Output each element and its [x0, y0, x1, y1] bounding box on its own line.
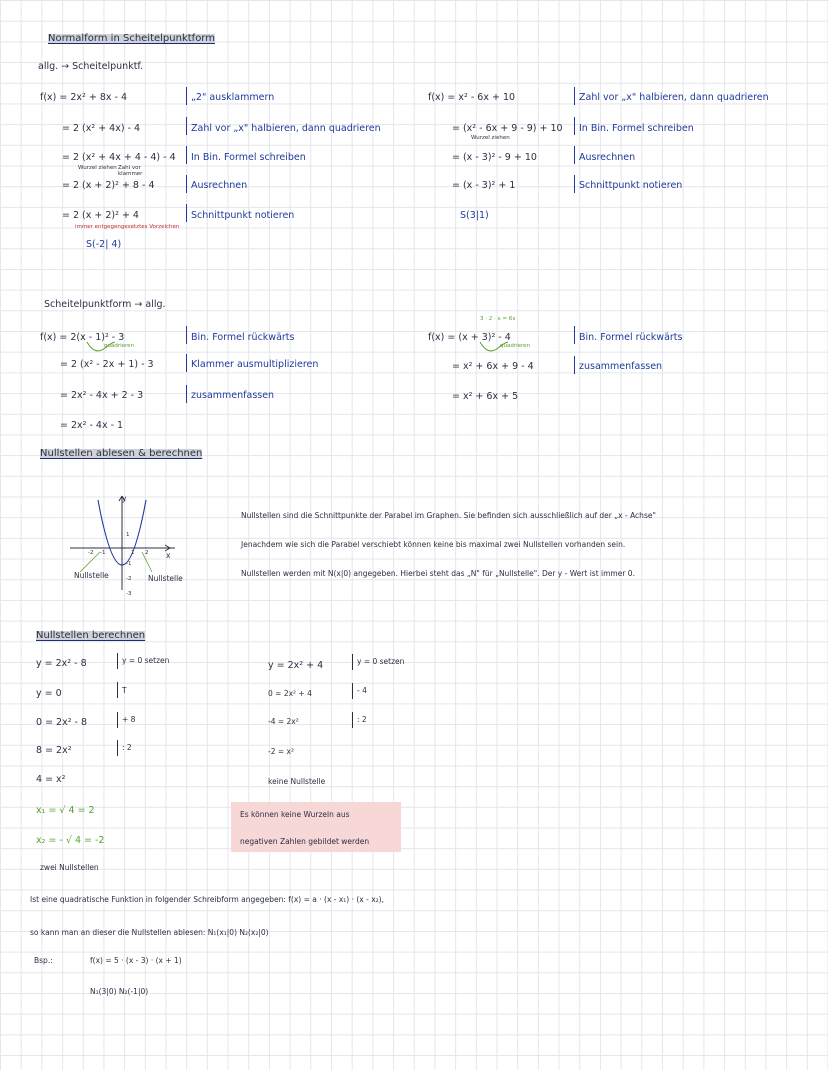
equation-line: = 2x² - 4x - 1: [60, 420, 124, 431]
arrow-icon: [85, 340, 125, 360]
y-axis-label: y: [122, 494, 127, 503]
note-line: Es können keine Wurzeln aus: [240, 810, 350, 819]
step-note: In Bin. Formel schreiben: [191, 152, 306, 163]
example-label: Bsp.:: [34, 956, 53, 965]
step-note: Klammer ausmultiplizieren: [191, 359, 319, 370]
step-separator: [186, 87, 187, 105]
step-separator: [352, 712, 353, 728]
nullstelle-label-right: Nullstelle: [148, 574, 183, 583]
equation-line: = x² + 6x + 9 - 4: [452, 361, 534, 372]
example-result: N₁(3|0) N₂(-1|0): [90, 987, 149, 996]
step-separator: [186, 204, 187, 222]
result-vertex: S(-2| 4): [86, 239, 122, 250]
equation-line: = 2 (x² + 4x) - 4: [62, 123, 141, 134]
equation-line: f(x) = (x + 3)² - 4: [428, 332, 511, 343]
step-separator: [574, 356, 575, 374]
step-note: Bin. Formel rückwärts: [191, 332, 295, 343]
step-separator: [574, 146, 575, 164]
tick-label: -1: [100, 550, 106, 556]
equation-line: = (x - 3)² - 9 + 10: [452, 152, 537, 163]
step-separator: [186, 385, 187, 403]
tick-label: 1: [131, 550, 135, 556]
equation-line: = 2 (x² + 4x + 4 - 4) - 4: [62, 152, 176, 163]
paragraph-line: so kann man an dieser die Nullstellen ablesen: N₁(x₁|0) N₂(x₂|0): [30, 928, 269, 937]
step-note: zusammenfassen: [191, 390, 275, 401]
equation-line: = (x - 3)² + 1: [452, 180, 516, 191]
equation-line: y = 2x² + 4: [268, 660, 324, 671]
step-note: Schnittpunkt notieren: [191, 210, 295, 221]
step-separator: [352, 683, 353, 699]
annotation-zahl-vor-klammer: Zahl vor klammer: [118, 165, 143, 177]
equation-line: 4 = x²: [36, 774, 66, 785]
direction-label: Scheitelpunktform → allg.: [44, 299, 166, 310]
equation-line: f(x) = x² - 6x + 10: [428, 92, 516, 103]
nullstelle-label-left: Nullstelle: [74, 571, 109, 580]
step-note: Ausrechnen: [579, 152, 636, 163]
step-note: Zahl vor „x" halbieren, dann quadrieren: [191, 123, 381, 134]
solution-x2: x₂ = - √ 4 = -2: [36, 835, 105, 846]
step-note: : 2: [122, 743, 132, 752]
parabola-graph: [60, 490, 190, 600]
tick-label: -1: [126, 561, 132, 567]
step-separator: [186, 326, 187, 344]
step-separator: [186, 146, 187, 164]
step-note: Bin. Formel rückwärts: [579, 332, 683, 343]
step-separator: [352, 654, 353, 670]
step-separator: [186, 117, 187, 135]
equation-line: = 2x² - 4x + 2 - 3: [60, 390, 144, 401]
annotation-wurzel: Wurzel ziehen: [471, 135, 510, 141]
step-note: y = 0 setzen: [122, 656, 170, 665]
step-separator: [117, 653, 118, 669]
x-axis-label: x: [166, 551, 171, 560]
equation-line: -4 = 2x²: [268, 717, 299, 726]
step-separator: [574, 87, 575, 105]
equation-line: 0 = 2x² + 4: [268, 689, 312, 698]
section-title-nullstellen: Nullstellen ablesen & berechnen: [40, 448, 203, 459]
step-note: zusammenfassen: [579, 361, 663, 372]
step-note: + 8: [122, 715, 136, 724]
annotation-double-product: 3 · 2 · x = 6x: [480, 316, 516, 322]
step-note: T: [122, 686, 127, 695]
step-separator: [117, 740, 118, 756]
step-note: Ausrechnen: [191, 180, 248, 191]
step-note: : 2: [357, 715, 367, 724]
equation-line: f(x) = 2x² + 8x - 4: [40, 92, 128, 103]
tick-label: 1: [126, 532, 130, 538]
paragraph-line: Nullstellen werden mit N(x|0) angegeben. Hierbei steht das „N" für „Nullstelle". Der y - Wert ist immer 0.: [241, 569, 635, 578]
annotation-quadrieren: quadrieren: [104, 343, 135, 349]
step-note: Zahl vor „x" halbieren, dann quadrieren: [579, 92, 769, 103]
equation-line: -2 = x²: [268, 747, 294, 756]
equation-line: = (x² - 6x + 9 - 9) + 10: [452, 123, 563, 134]
step-separator: [117, 682, 118, 698]
step-separator: [117, 712, 118, 728]
equation-line: f(x) = 2(x - 1)² - 3: [40, 332, 125, 343]
equation-line: 8 = 2x²: [36, 745, 72, 756]
tick-label: -2: [126, 576, 132, 582]
equation-line: = x² + 6x + 5: [452, 391, 519, 402]
section-title-normalform: Normalform in Scheitelpunktform: [48, 33, 215, 44]
annotation-quadrieren: quadrieren: [500, 343, 531, 349]
equation-line: y = 2x² - 8: [36, 658, 87, 669]
tick-label: 2: [145, 550, 149, 556]
step-note: „2" ausklammern: [191, 92, 275, 103]
conclusion: zwei Nullstellen: [40, 863, 99, 872]
paragraph-line: Nullstellen sind die Schnittpunkte der Parabel im Graphen. Sie befinden sich ausschließlich auf der „x - Achse": [241, 511, 656, 520]
step-separator: [186, 175, 187, 193]
step-separator: [574, 117, 575, 135]
annotation-wurzel: Wurzel ziehen: [78, 165, 117, 171]
paragraph-line: Jenachdem wie sich die Parabel verschiebt können keine bis maximal zwei Nullstellen vorhanden sein.: [241, 540, 626, 549]
note-line: negativen Zahlen gebildet werden: [240, 837, 370, 846]
step-separator: [574, 326, 575, 344]
step-separator: [186, 354, 187, 372]
equation-line: = 2 (x + 2)² + 8 - 4: [62, 180, 155, 191]
step-note: y = 0 setzen: [357, 657, 405, 666]
section-title-nullstellen-berechnen: Nullstellen berechnen: [36, 630, 146, 641]
equation-line: 0 = 2x² - 8: [36, 717, 88, 728]
step-separator: [574, 175, 575, 193]
equation-line: y = 0: [36, 688, 62, 699]
step-note: Schnittpunkt notieren: [579, 180, 683, 191]
equation-line: = 2 (x + 2)² + 4: [62, 210, 139, 221]
direction-label: allg. → Scheitelpunktf.: [38, 61, 144, 72]
mid-conclusion: keine Nullstelle: [268, 777, 326, 786]
step-note: - 4: [357, 686, 367, 695]
solution-x1: x₁ = √ 4 = 2: [36, 805, 95, 816]
tick-label: -2: [88, 550, 94, 556]
step-note: In Bin. Formel schreiben: [579, 123, 694, 134]
result-vertex: S(3|1): [460, 210, 489, 221]
tick-label: -3: [126, 591, 132, 597]
arrow-icon: [478, 340, 518, 360]
paragraph-line: Ist eine quadratische Funktion in folgender Schreibform angegeben: f(x) = a · (x - x₁) · (x - x₂),: [30, 895, 384, 904]
note-vorzeichen: immer entgegengesetztes Vorzeichen: [75, 224, 180, 230]
example-function: f(x) = 5 · (x - 3) · (x + 1): [90, 956, 182, 965]
equation-line: = 2 (x² - 2x + 1) - 3: [60, 359, 154, 370]
